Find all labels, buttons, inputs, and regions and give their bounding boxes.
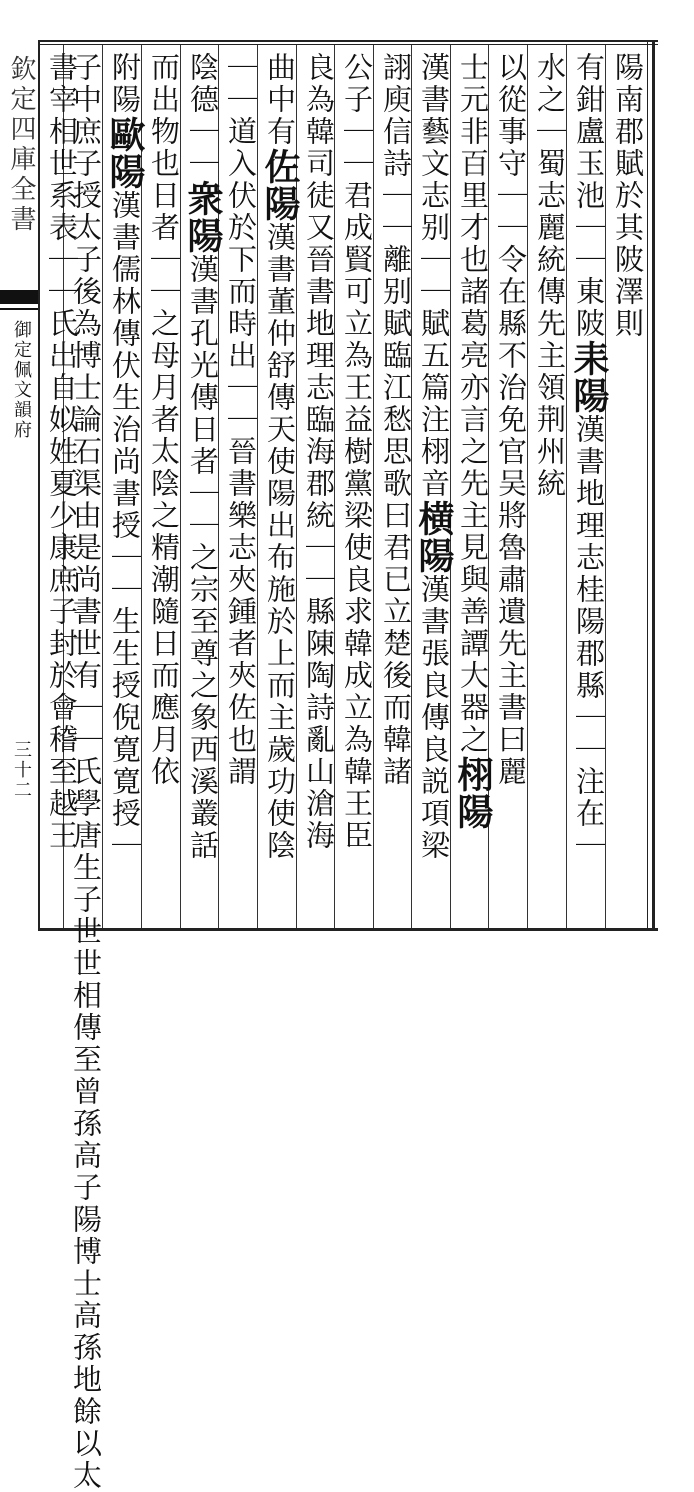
column-text: 子中庶子授太子後為博士論石渠由是尚書世有｜｜氏學唐	[69, 52, 103, 852]
text-column	[105, 52, 145, 924]
text-column	[221, 52, 261, 924]
column-text: 生子世世相傳至曾孫高子陽博士高孫地餘以太	[69, 852, 103, 1492]
column-text: 漢書董仲舒傳天使陽出布施於上而主歲功使陰	[263, 222, 297, 862]
gutter-page-number: 三十二	[11, 740, 32, 800]
column-text: 曲中有	[263, 52, 297, 148]
frame-right-border	[652, 40, 655, 931]
text-column	[453, 52, 493, 924]
column-text: 書宰相世系表｜｜氏出自姒姓夏少康庶子封於會稽至越王	[45, 52, 79, 852]
text-column	[260, 52, 300, 924]
entry-headword: 佐陽	[259, 148, 301, 222]
text-column	[299, 52, 339, 924]
text-column	[376, 52, 416, 924]
column-text: 漢書儒林傳伏生治尚書授｜｜生生授倪寛寛授｜	[108, 190, 142, 862]
column-text: 漢書藝文志别｜｜賦五篇注栩音	[417, 52, 451, 500]
frame-top-border	[40, 40, 658, 42]
entry-headword: 衆陽	[182, 180, 224, 254]
column-text: 附陽	[108, 52, 142, 116]
entry-headword: 栩陽	[452, 756, 494, 830]
column-text: 良為韓司徒又晉書地理志臨海郡統｜｜縣陳陶詩亂山滄海	[302, 52, 336, 852]
column-text: 士元非百里才也諸葛亮亦言之先主見與善譚大器之	[456, 52, 490, 756]
column-text: 以從事守｜｜令在縣不治免官吴將魯肅遺先主書曰麗	[494, 52, 528, 788]
column-text: 有鉗盧玉池｜｜東陂	[572, 52, 606, 340]
gutter-border	[38, 40, 40, 931]
column-text: 漢書張良傳良説項梁	[417, 574, 451, 862]
column-text: 漢書地理志桂陽郡縣｜｜注在｜	[572, 414, 606, 862]
text-column	[569, 52, 609, 924]
text-column	[144, 52, 184, 924]
gutter-series-title: 欽定四庫全書	[6, 55, 36, 235]
column-text: 詡庾信詩｜｜離别賦臨江愁思歌	[379, 52, 413, 500]
text-column	[491, 52, 531, 924]
column-text: 陰德｜｜	[186, 52, 220, 180]
text-column	[530, 52, 570, 924]
entry-headword: 歐陽	[104, 116, 146, 190]
entry-headword: 横陽	[413, 500, 455, 574]
text-column	[414, 52, 454, 924]
gutter-book-title: 御定佩文韻府	[11, 320, 32, 440]
frame-bottom-border	[40, 928, 658, 931]
text-column	[608, 52, 648, 924]
column-text: 公子｜｜君成賢可立為王益樹黨梁使良求韓成立為韓王臣	[340, 52, 374, 852]
gutter-black-band	[0, 290, 40, 304]
column-text: 陽南郡賦於其陂澤則	[611, 52, 645, 340]
column-text: 而出物也日者｜｜之母月者太陰之精潮隨日而應月依	[147, 52, 181, 788]
column-text: ｜｜道入伏於下而時出｜｜晉書樂志夾鍾者夾佐也謂	[224, 52, 258, 788]
column-text: 曰君已立楚後而韓諸	[379, 500, 413, 788]
text-column	[337, 52, 377, 924]
column-text: 水之｜蜀志麗統傳先主領荆州統	[533, 52, 567, 500]
gutter-rule	[0, 308, 40, 310]
column-text: 漢書孔光傳日者｜｜之宗至尊之象西溪叢話	[186, 254, 220, 862]
text-column	[42, 52, 82, 924]
text-column	[183, 52, 223, 924]
entry-headword: 耒陽	[568, 340, 610, 414]
